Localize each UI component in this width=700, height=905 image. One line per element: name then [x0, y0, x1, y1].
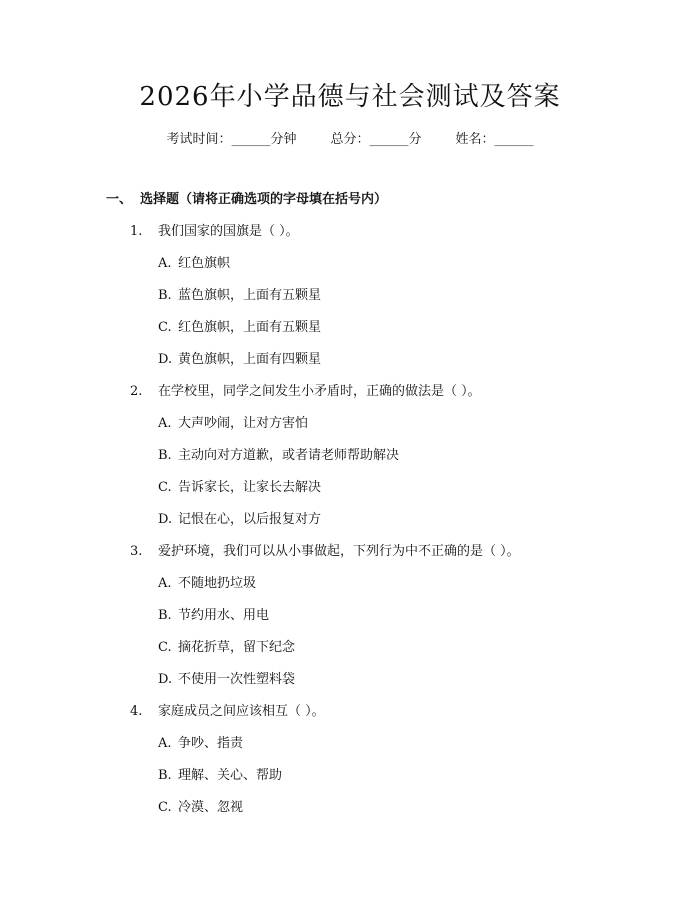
- question-text: 家庭成员之间应该相互（ ）。: [158, 704, 325, 719]
- option-text: 大声吵闹，让对方害怕: [178, 416, 309, 431]
- option-text: 争吵、指责: [178, 736, 244, 751]
- option-letter: D.: [158, 512, 173, 527]
- option-text: 蓝色旗帜，上面有五颗星: [178, 288, 322, 303]
- question-2: [130, 382, 481, 402]
- question-number: 2.: [130, 384, 143, 399]
- option-2d: [158, 510, 321, 530]
- option-text: 红色旗帜: [178, 256, 231, 271]
- option-text: 冷漠、忽视: [178, 800, 244, 815]
- option-3a: [158, 574, 256, 594]
- option-letter: A.: [158, 416, 172, 431]
- option-text: 理解、关心、帮助: [178, 768, 283, 783]
- question-number: 1.: [130, 224, 143, 239]
- option-2a: [158, 414, 308, 434]
- exam-time-label: 考试时间：______分钟: [166, 132, 297, 147]
- option-letter: C.: [158, 800, 172, 815]
- option-letter: A.: [158, 576, 172, 591]
- option-letter: A.: [158, 256, 172, 271]
- option-letter: D.: [158, 672, 173, 687]
- option-text: 节约用水、用电: [178, 608, 270, 623]
- document-title: 2026年小学品德与社会测试及答案: [139, 82, 561, 112]
- option-3d: [158, 670, 295, 690]
- option-letter: B.: [158, 448, 172, 463]
- option-text: 不随地扔垃圾: [178, 576, 257, 591]
- option-3b: [158, 606, 269, 626]
- option-1c: [158, 318, 321, 338]
- question-number: 3.: [130, 544, 143, 559]
- option-letter: D.: [158, 352, 173, 367]
- question-1: [130, 222, 299, 242]
- question-4: [130, 702, 325, 722]
- question-text: 爱护环境，我们可以从小事做起，下列行为中不正确的是（ ）。: [158, 544, 520, 559]
- exam-meta: [0, 130, 700, 150]
- option-2b: [158, 446, 399, 466]
- question-3: [130, 542, 520, 562]
- option-4b: [158, 766, 282, 786]
- option-text: 摘花折草，留下纪念: [178, 640, 296, 655]
- option-1b: [158, 286, 321, 306]
- option-letter: B.: [158, 608, 172, 623]
- option-letter: B.: [158, 768, 172, 783]
- option-4c: [158, 798, 243, 818]
- option-text: 红色旗帜，上面有五颗星: [178, 320, 322, 335]
- option-letter: C.: [158, 320, 172, 335]
- option-4a: [158, 734, 243, 754]
- option-3c: [158, 638, 295, 658]
- option-text: 主动向对方道歉，或者请老师帮助解决: [178, 448, 400, 463]
- section-title: 选择题（请将正确选项的字母填在括号内）: [140, 192, 388, 207]
- option-1d: [158, 350, 321, 370]
- total-score-label: 总分：______分: [330, 132, 422, 147]
- section-heading: [106, 190, 387, 210]
- section-number: 一、: [106, 192, 133, 207]
- option-2c: [158, 478, 321, 498]
- question-number: 4.: [130, 704, 143, 719]
- option-text: 告诉家长，让家长去解决: [178, 480, 322, 495]
- option-letter: B.: [158, 288, 172, 303]
- option-text: 记恨在心，以后报复对方: [178, 512, 322, 527]
- option-text: 黄色旗帜，上面有四颗星: [178, 352, 322, 367]
- option-text: 不使用一次性塑料袋: [178, 672, 296, 687]
- option-1a: [158, 254, 230, 274]
- question-text: 在学校里，同学之间发生小矛盾时，正确的做法是（ ）。: [158, 384, 481, 399]
- option-letter: A.: [158, 736, 172, 751]
- option-letter: C.: [158, 640, 172, 655]
- student-name-label: 姓名：______: [455, 132, 534, 147]
- question-text: 我们国家的国旗是（ ）。: [158, 224, 299, 239]
- option-letter: C.: [158, 480, 172, 495]
